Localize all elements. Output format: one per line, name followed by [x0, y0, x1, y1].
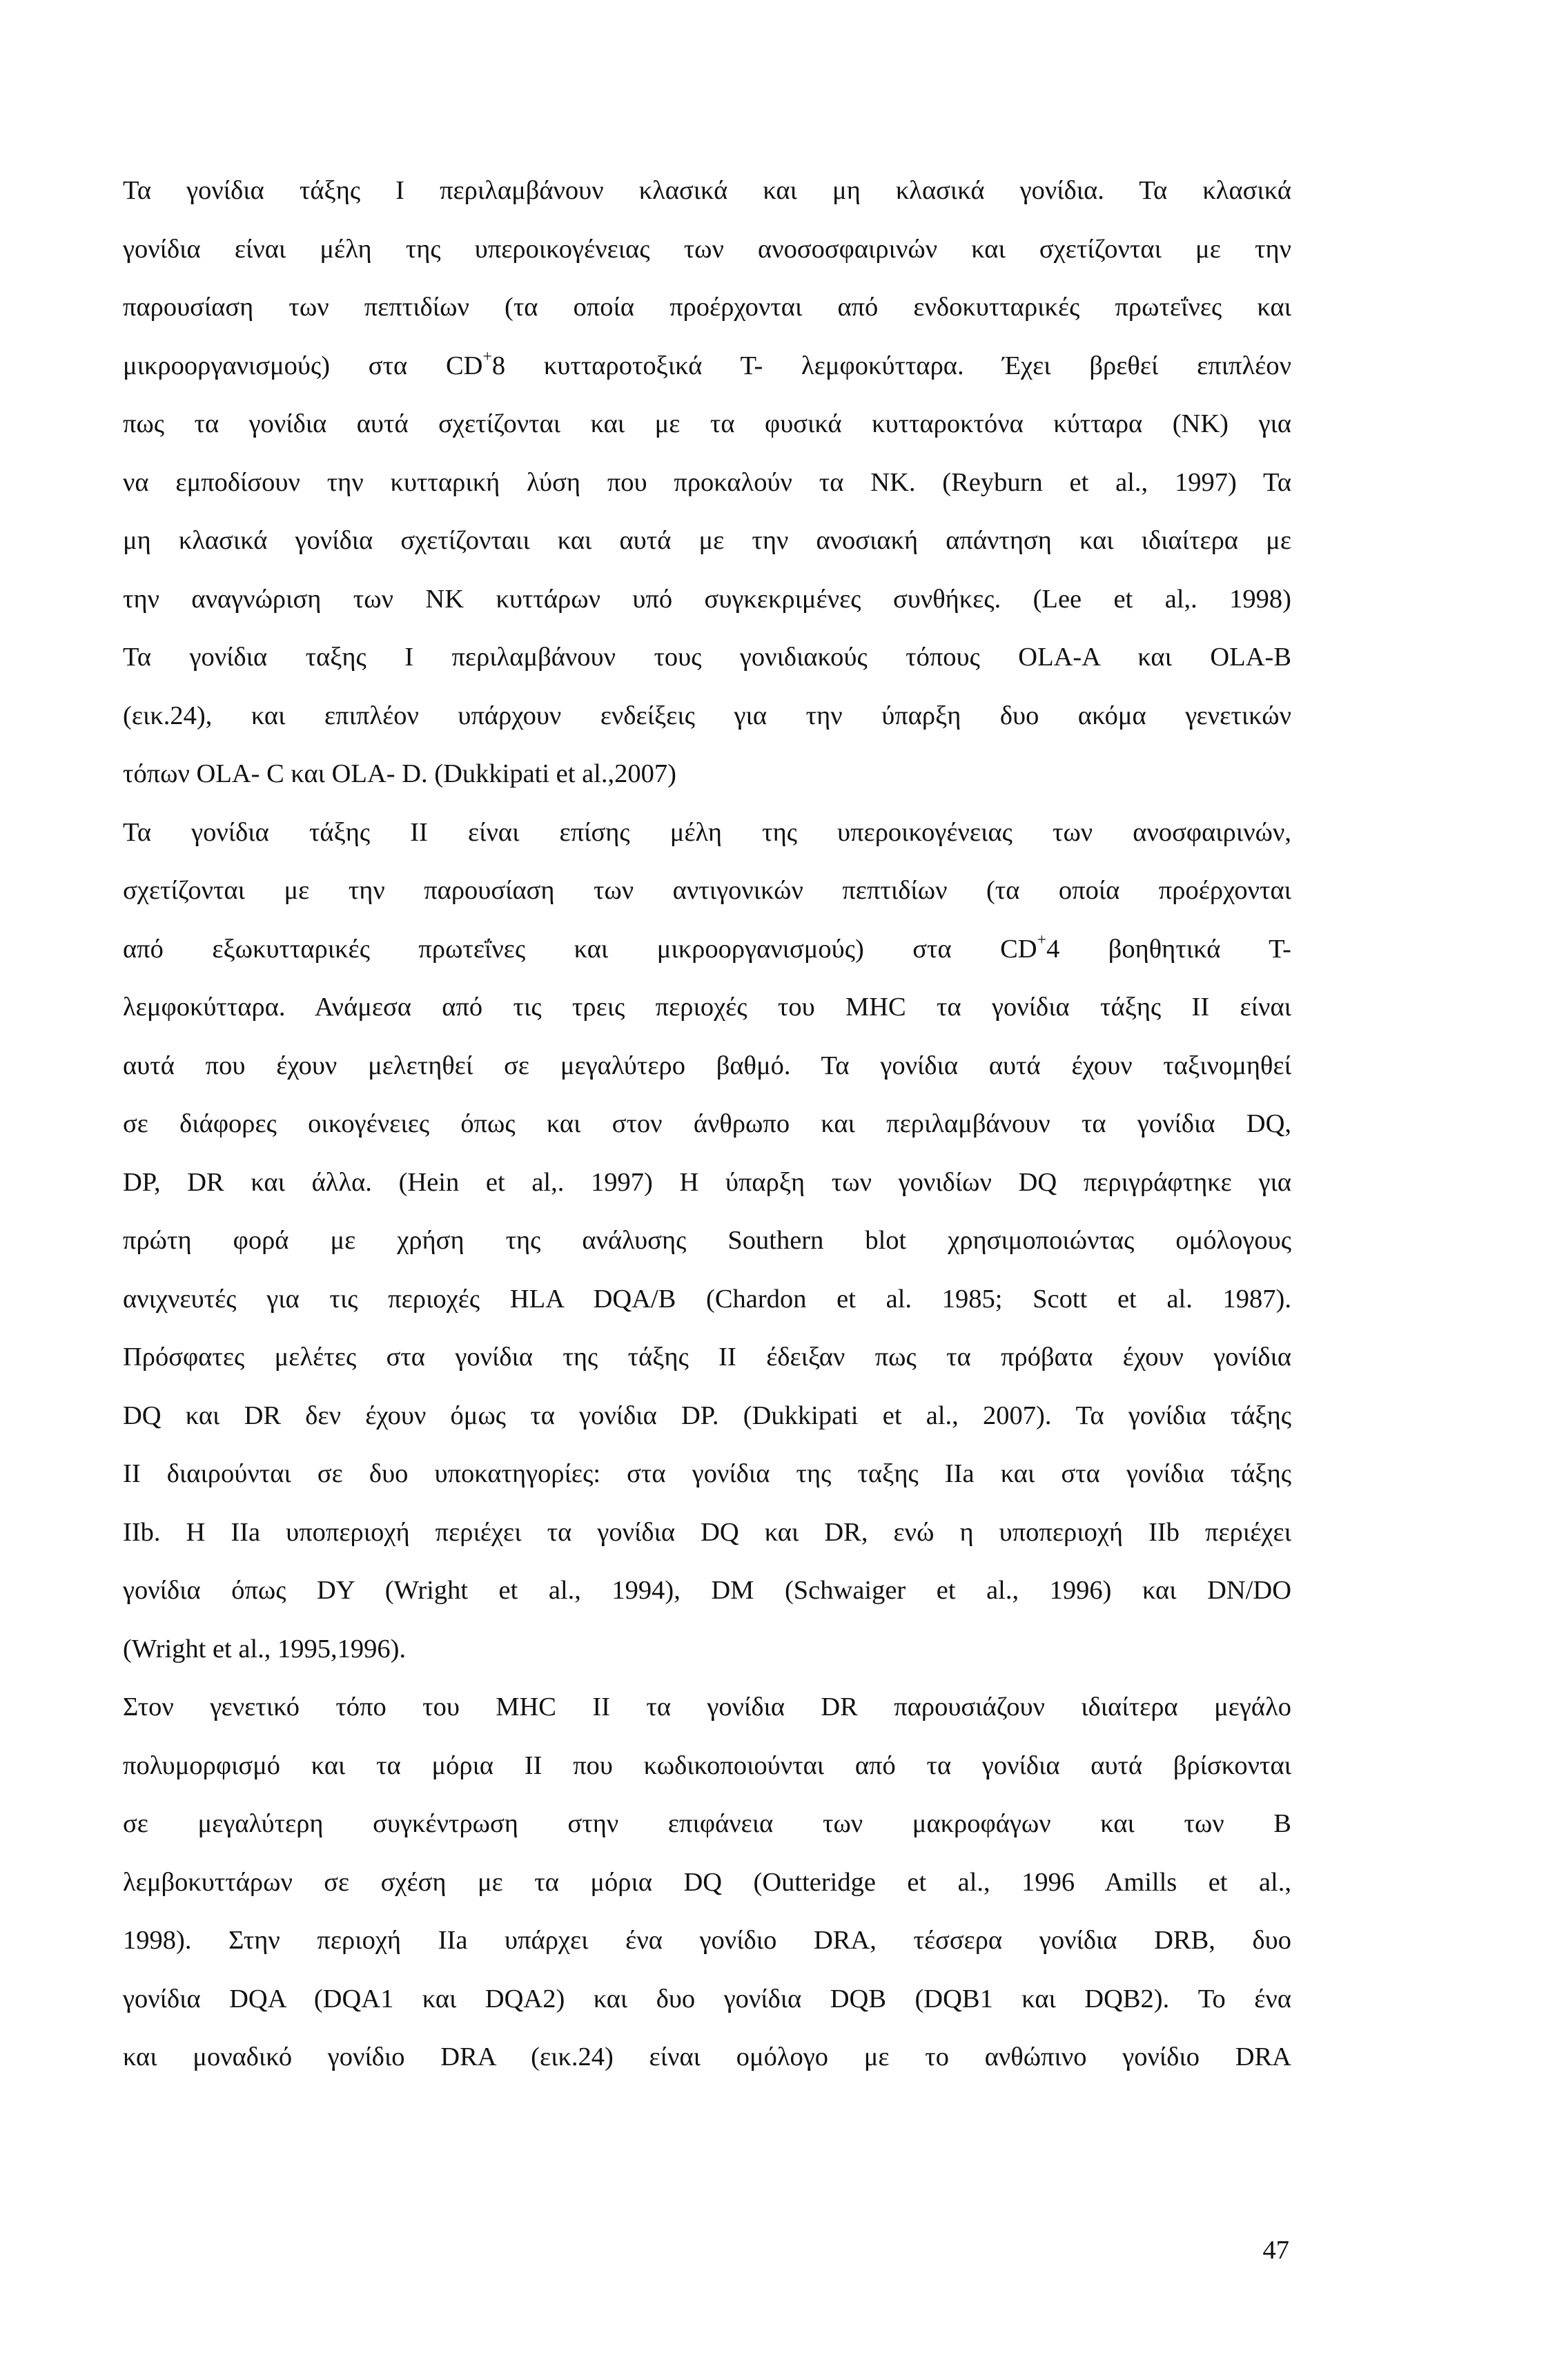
text-line-30: λεμβοκυττάρων σε σχέση με τα μόρια DQ (Outteridge et al., 1996 Amills et al.,: [123, 1867, 1291, 1897]
text-line-18: DP, DR και άλλα. (Hein et al,. 1997) Η ύπαρξη των γονιδίων DQ περιγράφτηκε για: [123, 1167, 1291, 1197]
text-line-27: Στον γενετικό τόπο του MHC II τα γονίδια DR παρουσιάζουν ιδιαίτερα μεγάλο: [123, 1693, 1291, 1721]
text-line-10: (εικ.24), και επιπλέον υπάρχουν ενδείξεις για την ύπαρξη δυο ακόμα γενετικών: [123, 701, 1291, 730]
text-line-23: ΙΙ διαιρούνται σε δυο υποκατηγορίες: στα γονίδια της ταξης ΙΙa και στα γονίδια τάξης: [123, 1459, 1291, 1488]
text-line-12: Τα γονίδια τάξης ΙΙ είναι επίσης μέλη της υπεροικογένειας των ανοσφαιρινών,: [123, 817, 1291, 847]
text-line-33: και μοναδικό γονίδιο DRA (εικ.24) είναι ομόλογο με το ανθώπινο γονίδιο DRA: [123, 2042, 1291, 2071]
text-line-17: σε διάφορες οικογένειες όπως και στον άνθρωπο και περιλαμβάνουν τα γονίδια DQ,: [123, 1109, 1291, 1138]
text-line-8: την αναγνώριση των ΝΚ κυττάρων υπό συγκεκριμένες συνθήκες. (Lee et al,. 1998): [123, 584, 1291, 614]
text-line-21: Πρόσφατες μελέτες στα γονίδια της τάξης ΙΙ έδειξαν πως τα πρόβατα έχουν γονίδια: [123, 1343, 1291, 1372]
text-segment: μικροοργανισμούς) στα CD: [123, 351, 483, 380]
text-segment: 8 κυτταροτοξικά Τ- λεμφοκύτταρα. Έχει βρεθεί επιπλέον: [491, 351, 1291, 380]
text-segment: 4 βοηθητικά Τ-: [1046, 934, 1291, 964]
text-line-26: (Wright et al., 1995,1996).: [123, 1634, 407, 1664]
superscript-plus: +: [1037, 930, 1047, 949]
text-line-2: γονίδια είναι μέλη της υπεροικογένειας των ανοσοσφαιρινών και σχετίζονται με την: [123, 234, 1291, 264]
text-line-13: σχετίζονται με την παρουσίαση των αντιγονικών πεπτιδίων (τα οποία προέρχονται: [123, 876, 1291, 905]
text-line-22: DQ και DR δεν έχουν όμως τα γονίδια DP. (Dukkipati et al., 2007). Τα γονίδια τάξης: [123, 1401, 1291, 1430]
text-line-4: [123, 347, 1291, 405]
text-line-19: πρώτη φορά με χρήση της ανάλυσης Southern blot χρησιμοποιώντας ομόλογους: [123, 1226, 1291, 1255]
text-line-11: τόπων OLA- C και OLA- D. (Dukkipati et al.,2007): [123, 759, 676, 788]
text-line-14: [123, 930, 1291, 988]
text-line-32: γονίδια DQA (DQA1 και DQA2) και δυο γονίδια DQB (DQB1 και DQB2). Το ένα: [123, 1984, 1291, 2013]
text-line-15: λεμφοκύτταρα. Ανάμεσα από τις τρεις περιοχές του MHC τα γονίδια τάξης ΙΙ είναι: [123, 993, 1291, 1022]
text-line-6: να εμποδίσουν την κυτταρική λύση που προκαλούν τα ΝΚ. (Reyburn et al., 1997) Τα: [123, 467, 1291, 497]
text-line-24: IIb. Η ΙΙa υποπεριοχή περιέχει τα γονίδια DQ και DR, ενώ η υποπεριοχή IIb περιέχει: [123, 1517, 1291, 1547]
body-text: [123, 171, 1291, 2096]
text-line-5: πως τα γονίδια αυτά σχετίζονται και με τα φυσικά κυτταροκτόνα κύτταρα (ΝΚ) για: [123, 409, 1291, 438]
text-line-31: 1998). Στην περιοχή ΙΙa υπάρχει ένα γονίδιο DRA, τέσσερα γονίδια DRB, δυο: [123, 1926, 1291, 1955]
text-line-1: Τα γονίδια τάξης Ι περιλαμβάνουν κλασικά και μη κλασικά γονίδια. Τα κλασικά: [123, 176, 1291, 205]
text-line-25: γονίδια όπως DY (Wright et al., 1994), DM (Schwaiger et al., 1996) και DN/DO: [123, 1576, 1291, 1605]
page-number: 47: [1262, 2236, 1289, 2265]
text-line-9: Τα γονίδια ταξης Ι περιλαμβάνουν τους γονιδιακούς τόπους OLA-A και OLA-B: [123, 643, 1291, 672]
text-line-20: ανιχνευτές για τις περιοχές HLA DQA/B (Chardon et al. 1985; Scott et al. 1987).: [123, 1284, 1291, 1314]
text-segment: από εξωκυτταρικές πρωτεΐνες και μικροοργανισμούς) στα CD: [123, 934, 1037, 964]
text-line-16: αυτά που έχουν μελετηθεί σε μεγαλύτερο βαθμό. Τα γονίδια αυτά έχουν ταξινομηθεί: [123, 1051, 1291, 1080]
superscript-plus: +: [482, 347, 492, 366]
text-line-28: πολυμορφισμό και τα μόρια ΙΙ που κωδικοποιούνται από τα γονίδια αυτά βρίσκονται: [123, 1750, 1291, 1780]
text-line-29: σε μεγαλύτερη συγκέντρωση στην επιφάνεια των μακροφάγων και των Β: [123, 1809, 1291, 1838]
text-line-7: μη κλασικά γονίδια σχετίζονταιι και αυτά με την ανοσιακή απάντηση και ιδιαίτερα με: [123, 526, 1291, 555]
text-line-3: παρουσίαση των πεπτιδίων (τα οποία προέρχονται από ενδοκυτταρικές πρωτεΐνες και: [123, 293, 1291, 322]
